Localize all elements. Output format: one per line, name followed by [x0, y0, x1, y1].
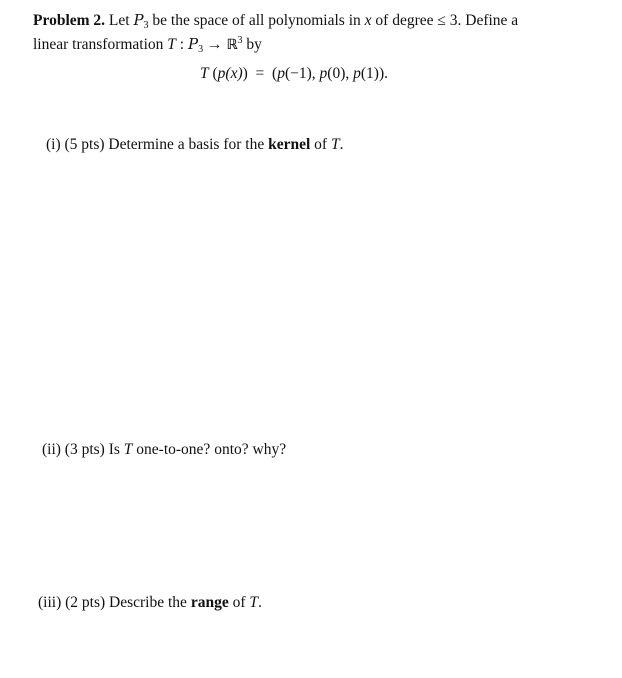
space-subscript: 3 [143, 20, 149, 31]
intro-text-c: of degree ≤ 3. Define a [375, 12, 519, 29]
question-1-symbol: T [330, 136, 340, 153]
problem-number: Problem 2. [33, 12, 106, 29]
formula-rhs-arg3: (1) [360, 65, 379, 82]
formula-rhs-arg1: (−1), [284, 65, 316, 82]
question-3-prefix: (iii) (2 pts) Describe the [38, 594, 187, 611]
question-1-keyword: kernel [268, 136, 311, 153]
map-symbol-T: T [167, 36, 176, 53]
intro-text-a: Let [108, 12, 130, 29]
transformation-formula [200, 64, 388, 84]
formula-rhs-open: ( [272, 65, 278, 82]
codomain-superscript: 3 [237, 35, 243, 46]
domain-subscript: 3 [198, 44, 204, 55]
formula-rhs-close: ). [378, 65, 388, 82]
question-3-suffix: . [258, 594, 262, 611]
formula-lhs-close: ) [242, 65, 248, 82]
question-3 [38, 593, 262, 613]
question-1-prefix: (i) (5 pts) Determine a basis for the [46, 136, 265, 153]
formula-rhs-arg2: (0), [327, 65, 350, 82]
formula-lhs-p: p [217, 65, 226, 82]
question-1 [46, 135, 343, 155]
question-2-suffix: one-to-one? onto? why? [136, 441, 287, 458]
space-symbol: P [133, 11, 144, 29]
formula-equals: = [255, 65, 265, 82]
question-1-middle: of [314, 136, 328, 153]
formula-rhs-p1: p [277, 65, 285, 82]
intro-text-e: by [246, 36, 262, 53]
codomain-symbol: ℝ [226, 37, 238, 53]
domain-symbol: P [187, 35, 199, 53]
intro-text-d: linear transformation [33, 36, 164, 53]
formula-rhs-p2: p [319, 65, 328, 82]
map-colon: : [179, 36, 185, 53]
question-3-keyword: range [190, 594, 229, 611]
question-2-symbol: T [123, 441, 133, 458]
map-arrow: → [206, 36, 223, 53]
question-2 [42, 440, 286, 460]
problem-statement-line-2 [33, 31, 262, 60]
question-2-prefix: (ii) (3 pts) Is [42, 441, 120, 458]
formula-lhs-open: ( [212, 65, 218, 82]
formula-lhs-arg: (x) [225, 65, 243, 82]
question-1-suffix: . [339, 136, 344, 153]
question-3-middle: of [232, 594, 246, 611]
variable-x: x [364, 12, 372, 29]
formula-rhs-p3: p [353, 65, 361, 82]
question-3-symbol: T [249, 594, 258, 611]
intro-text-b: be the space of all polynomials in [152, 12, 361, 29]
formula-lhs-T: T [200, 65, 209, 82]
